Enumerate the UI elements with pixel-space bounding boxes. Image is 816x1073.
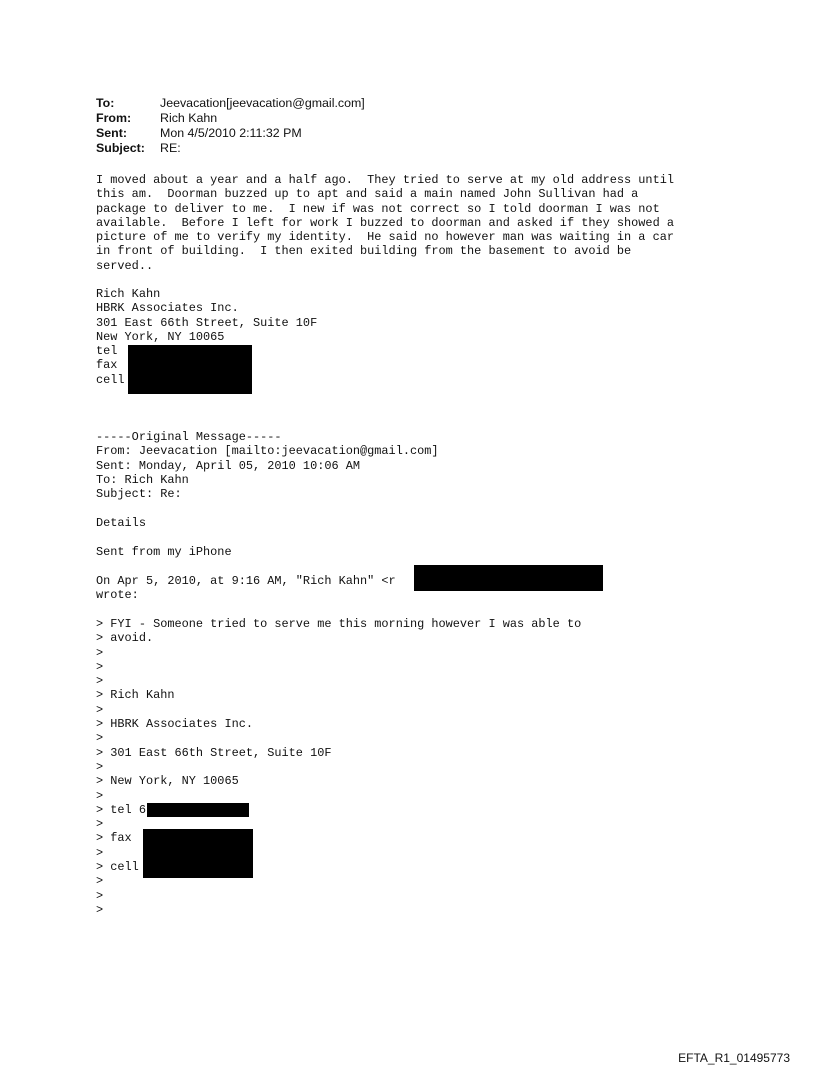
subject-value: RE: <box>160 141 181 155</box>
body-line: this am. Doorman buzzed up to apt and said a main named John Sullivan had a <box>96 187 639 202</box>
quoted-line: > New York, NY 10065 <box>96 774 239 789</box>
signature-city: New York, NY 10065 <box>96 329 225 344</box>
quoted-line: > <box>96 817 104 832</box>
on-date-line <box>96 574 396 603</box>
sent-from-iphone: Sent from my iPhone <box>96 545 232 559</box>
body-line: in front of building. I then exited building from the basement to avoid be <box>96 244 632 259</box>
signature-cell: cell <box>96 372 125 387</box>
quoted-line: > <box>96 874 104 889</box>
body-line: picture of me to verify my identity. He said no however man was waiting in a car <box>96 230 674 245</box>
original-message-header <box>96 430 439 501</box>
quoted-line: > cell <box>96 860 139 875</box>
signature-company: HBRK Associates Inc. <box>96 301 239 316</box>
quoted-line: > <box>96 888 104 903</box>
document-id: EFTA_R1_01495773 <box>678 1051 790 1065</box>
redaction-box <box>147 803 249 817</box>
message-body <box>96 173 674 273</box>
quoted-line: > tel 6 <box>96 802 146 817</box>
quoted-line: > FYI - Someone tried to serve me this morning however I was able to <box>96 617 582 631</box>
from-label: From: <box>96 111 132 125</box>
original-subject: Subject: Re: <box>96 487 182 502</box>
original-details: Details <box>96 516 146 530</box>
quoted-line: > fax <box>96 831 132 846</box>
to-label: To: <box>96 96 115 110</box>
quoted-line: > <box>96 702 104 717</box>
wrote-line: wrote: <box>96 588 139 603</box>
quoted-line: > <box>96 902 104 917</box>
quoted-line: > <box>96 845 104 860</box>
from-value: Rich Kahn <box>160 111 218 125</box>
original-divider: -----Original Message----- <box>96 430 282 444</box>
sent-value: Mon 4/5/2010 2:11:32 PM <box>160 126 302 140</box>
original-to: To: Rich Kahn <box>96 472 189 487</box>
quoted-line: > <box>96 645 104 660</box>
body-line: package to deliver to me. I new if was not correct so I told doorman I was not <box>96 201 660 216</box>
subject-row <box>96 141 365 156</box>
signature-fax: fax <box>96 358 118 373</box>
body-line: served.. <box>96 258 154 273</box>
body-line: available. Before I left for work I buzzed to doorman and asked if they showed a <box>96 215 674 230</box>
signature-name: Rich Kahn <box>96 287 161 301</box>
body-line: I moved about a year and a half ago. They tried to serve at my old address until <box>96 173 674 187</box>
quoted-line: > <box>96 731 104 746</box>
quoted-line: > <box>96 674 104 689</box>
quoted-line: > Rich Kahn <box>96 688 175 703</box>
redaction-box <box>143 829 253 878</box>
sent-row <box>96 126 365 141</box>
from-row <box>96 111 365 126</box>
quoted-line: > <box>96 659 104 674</box>
quoted-line: > <box>96 759 104 774</box>
subject-label: Subject: <box>96 141 145 155</box>
sent-label: Sent: <box>96 126 127 140</box>
redaction-box <box>414 565 603 591</box>
original-from: From: Jeevacation [mailto:jeevacation@gmail.com] <box>96 444 439 459</box>
on-line: On Apr 5, 2010, at 9:16 AM, "Rich Kahn" <r <box>96 574 396 588</box>
original-sent: Sent: Monday, April 05, 2010 10:06 AM <box>96 458 361 473</box>
to-value: Jeevacation[jeevacation@gmail.com] <box>160 96 365 110</box>
email-header <box>96 96 365 156</box>
quoted-line: > <box>96 788 104 803</box>
to-row <box>96 96 365 111</box>
signature-tel: tel <box>96 344 118 359</box>
redaction-box <box>128 345 252 394</box>
quoted-line: > avoid. <box>96 631 154 646</box>
quoted-line: > 301 East 66th Street, Suite 10F <box>96 745 332 760</box>
signature-address: 301 East 66th Street, Suite 10F <box>96 315 318 330</box>
quoted-line: > HBRK Associates Inc. <box>96 717 253 732</box>
